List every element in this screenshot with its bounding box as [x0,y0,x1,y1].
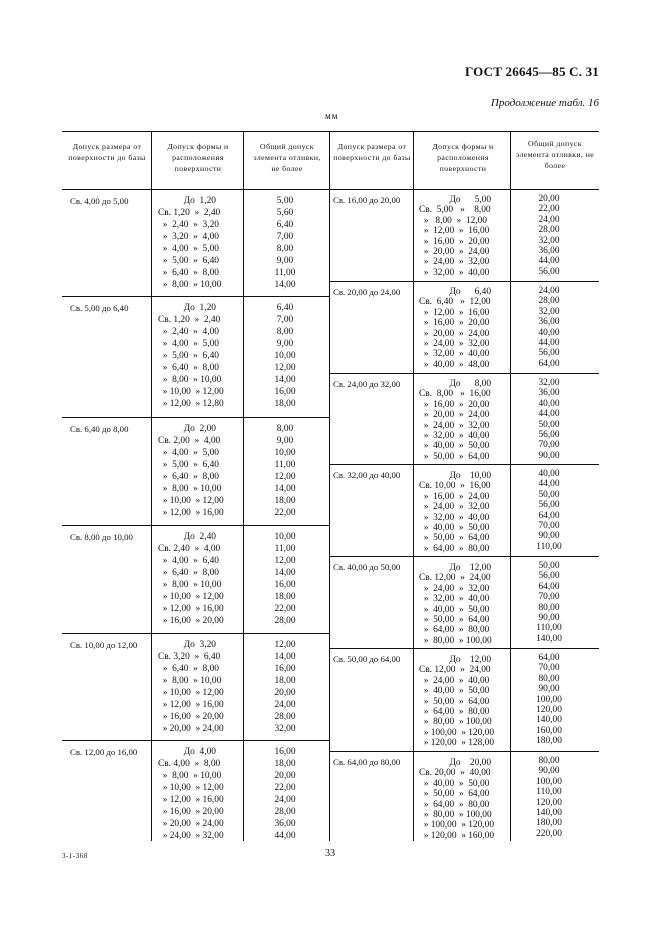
header-size-right: Допуск размера от поверхности до базы [333,142,411,162]
group-general-values: 5,00 5,60 6,40 7,00 8,00 9,00 11,00 14,00 [274,196,296,290]
group-size-label: Св. 10,00 до 12,00 [70,640,138,650]
group-general-values: 16,00 18,00 20,00 22,00 24,00 28,00 36,00 44,00 [274,747,296,841]
group-general-values: 10,00 11,00 12,00 14,00 16,00 18,00 22,00 28,00 [274,532,296,626]
group-general-values: 80,00 90,00 100,00 110,00 120,00 140,00 180,00 220,00 [536,756,562,839]
group-form-ranges: До 4,00 Св. 4,00 » 8,00 » 8,00 » 10,00 » 10,00 » 12,00 » 12,00 » 16,00 » 16,00 » 20,00 » 20,00 » 24,00 » 24,00 » 32,00 [158,747,224,841]
right-row-rule [329,751,599,752]
page-number: 33 [325,848,335,859]
group-form-ranges: До 2,00 Св. 2,00 » 4,00 » 4,00 » 5,00 » 5,00 » 6,40 » 6,40 » 8,00 » 8,00 » 10,00 » 10,00 » 12,00 » 12,00 » 16,00 [158,424,224,518]
group-general-values: 64,00 70,00 80,00 90,00 100,00 120,00 140,00 160,00 180,00 [536,653,562,747]
group-size-label: Св. 4,00 до 5,00 [70,196,129,206]
col-divider-middle [329,131,330,841]
right-row-rule [329,373,599,374]
left-row-rule [62,417,329,418]
right-row-rule [329,556,599,557]
col-divider-4 [413,131,414,841]
group-form-ranges: До 10,00 Св. 10,00 » 16,00 » 16,00 » 24,00 » 24,00 » 32,00 » 32,00 » 40,00 » 40,00 » 50,00 » 50,00 » 64,00 » 64,00 » 80,00 [419,471,492,554]
group-general-values: 20,00 22,00 24,00 28,00 32,00 36,00 44,00 56,00 [538,194,560,277]
group-size-label: Св. 24,00 до 32,00 [333,379,401,389]
col-divider-1 [151,131,152,841]
group-form-ranges: До 1,20 Св. 1,20 » 2,40 » 2,40 » 4,00 » 4,00 » 5,00 » 5,00 » 6,40 » 6,40 » 8,00 » 8,00 » 10,00 » 10,00 » 12,00 » 12,00 » 12,80 [158,303,224,409]
header-size-left: Допуск размера от поверхности до базы [68,142,146,162]
left-row-rule [62,633,329,634]
group-form-ranges: До 8,00 Св. 8,00 » 16,00 » 16,00 » 20,00 » 20,00 » 24,00 » 24,00 » 32,00 » 32,00 » 40,00 » 40,00 » 50,00 » 50,00 » 64,00 [419,379,492,462]
left-row-rule [62,525,329,526]
group-form-ranges: До 3,20 Св. 3,20 » 6,40 » 6,40 » 8,00 » 8,00 » 10,00 » 10,00 » 12,00 » 12,00 » 16,00 » 16,00 » 20,00 » 20,00 » 24,00 [158,640,224,734]
group-size-label: Св. 16,00 до 20,00 [333,195,401,205]
table-header-rule [62,189,599,190]
group-general-values: 6,40 7,00 8,00 9,00 10,00 12,00 14,00 16,00 18,00 [274,303,296,409]
group-size-label: Св. 12,00 до 16,00 [70,747,138,757]
group-general-values: 40,00 44,00 50,00 56,00 64,00 70,00 90,00 110,00 [536,469,562,552]
header-form-right: Допуск формы и расположения поверхности [432,142,494,173]
group-general-values: 8,00 9,00 10,00 11,00 12,00 14,00 18,00 22,00 [274,424,296,518]
group-general-values: 50,00 56,00 64,00 70,00 80,00 90,00 110,00 140,00 [536,561,562,644]
header-general-right: Общий допуск элемента отливки, не более [515,139,595,170]
group-form-ranges: До 1,20 Св. 1,20 » 2,40 » 2,40 » 3,20 » 3,20 » 4,00 » 4,00 » 5,00 » 5,00 » 6,40 » 6,40 » 8,00 » 8,00 » 10,00 [158,196,222,290]
table-continuation-label: Продолжение табл. 16 [490,97,599,109]
group-form-ranges: До 20,00 Св. 20,00 » 40,00 » 40,00 » 50,00 » 50,00 » 64,00 » 64,00 » 80,00 » 80,00 » 100,00 » 100,00 » 120,00 » 120,00 » 160,00 [419,758,494,841]
group-size-label: Св. 32,00 до 40,00 [333,470,401,480]
col-divider-5 [510,131,511,841]
group-size-label: Св. 6,40 до 8,00 [70,424,129,434]
page-header-title: ГОСТ 26645—85 С. 31 [465,64,599,79]
group-form-ranges: До 5,00 Св. 5,00 » 8,00 » 8,00 » 12,00 » 12,00 » 16,00 » 16,00 » 20,00 » 20,00 » 24,00 » 24,00 » 32,00 » 32,00 » 40,00 [419,195,492,278]
group-general-values: 32,00 36,00 40,00 44,00 50,00 56,00 70,00 90,00 [538,378,560,461]
group-form-ranges: До 6,40 Св. 6,40 » 12,00 » 12,00 » 16,00 » 16,00 » 20,00 » 20,00 » 24,00 » 24,00 » 32,00 » 32,00 » 40,00 » 40,00 » 48,00 [419,287,492,370]
group-general-values: 24,00 28,00 32,00 36,00 40,00 44,00 56,00 64,00 [538,286,560,369]
right-row-rule [329,648,599,649]
group-form-ranges: До 2,40 Св. 2,40 » 4,00 » 4,00 » 6,40 » 6,40 » 8,00 » 8,00 » 10,00 » 10,00 » 12,00 » 12,00 » 16,00 » 16,00 » 20,00 [158,532,224,626]
right-row-rule [329,464,599,465]
header-general-left: Общий допуск элемента отливки, не более [253,142,321,173]
table-top-rule [62,131,599,132]
left-row-rule [62,296,329,297]
group-size-label: Св. 20,00 до 24,00 [333,287,401,297]
group-form-ranges: До 12,00 Св. 12,00 » 24,00 » 24,00 » 40,00 » 40,00 » 50,00 » 50,00 » 64,00 » 64,00 » 80,00 » 80,00 » 100,00 » 100,00 » 120,00 » 120,00 » 128,00 [419,655,494,749]
header-form-left: Допуск формы и расположения поверхности [167,142,229,173]
group-size-label: Св. 50,00 до 64,00 [333,654,401,664]
col-divider-2 [243,131,244,841]
group-general-values: 12,00 14,00 16,00 18,00 20,00 24,00 28,00 32,00 [274,640,296,734]
group-size-label: Св. 5,00 до 6,40 [70,303,129,313]
footer-code: 3-1-368 [62,852,88,860]
unit-label: мм [325,111,339,121]
right-row-rule [329,281,599,282]
group-size-label: Св. 40,00 до 50,00 [333,562,401,572]
group-size-label: Св. 64,00 до 80,00 [333,757,401,767]
group-size-label: Св. 8,00 до 10,00 [70,532,133,542]
left-row-rule [62,740,329,741]
group-form-ranges: До 12,00 Св. 12,00 » 24,00 » 24,00 » 32,00 » 32,00 » 40,00 » 40,00 » 50,00 » 50,00 » 64,00 » 64,00 » 80,00 » 80,00 » 100,00 [419,563,492,646]
